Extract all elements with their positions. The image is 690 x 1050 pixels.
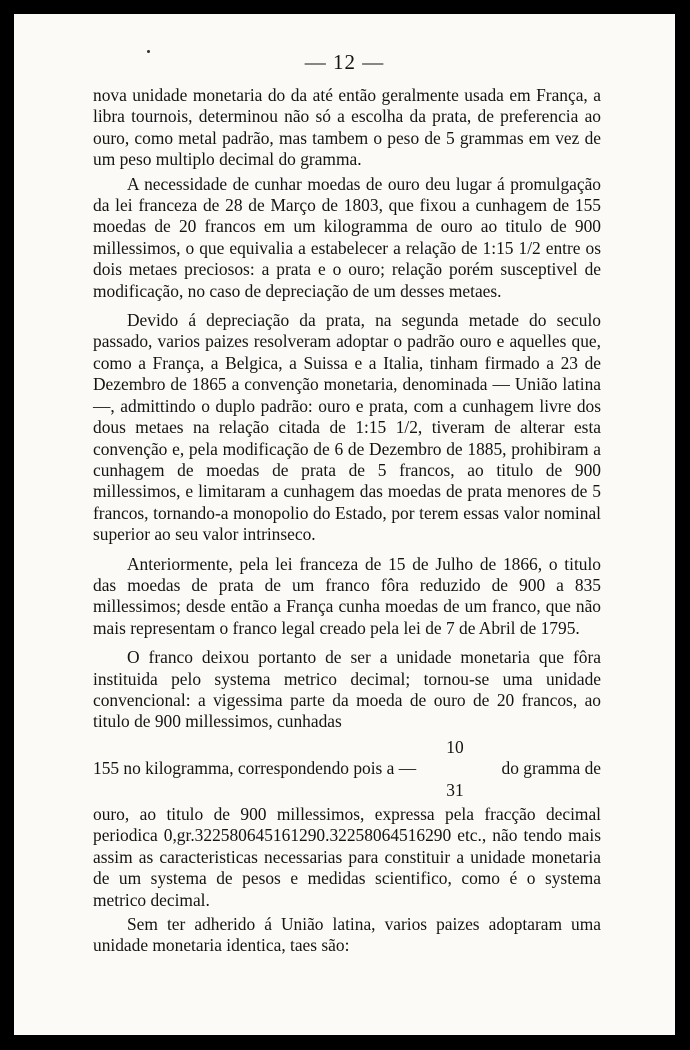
page-body <box>93 85 601 965</box>
page-number: — 12 — <box>304 50 385 74</box>
fraction-numerator: 10 <box>446 736 464 757</box>
continuation-paragraph: ouro, ao titulo de 900 millessimos, expressa pela fracção decimal periodica 0,gr.322580645161290.32258064516290 etc., não tendo mais assim as caracteristicas necessarias para constituir a unidade monetaria de um systema de pesos e medidas scientifico, como é o systema metrico decimal. <box>93 804 601 910</box>
paragraph-2: A necessidade de cunhar moedas de ouro deu lugar á promulgação da lei franceza de 28 de Março de 1803, que fixou a cunhagem de 155 moedas de 20 francos em um kilogramma de ouro ao titulo de 900 millessimos, o que equivalia a estabelecer a relação de 1:15 1/2 entre os dois metaes preciosos: a prata e o ouro; relação porém susceptivel de modificação, no caso de depreciação de um desses metaes. <box>93 173 601 301</box>
paragraph-5: O franco deixou portanto de ser a unidade monetaria que fôra instituida pelo systema metrico decimal; tornou-se uma unidade convencional: a vigessima parte da moeda de ouro de 20 francos, ao titulo de 900 millessimos, cunhadas <box>93 647 601 732</box>
fraction-denominator: 31 <box>446 779 464 800</box>
fraction-line-left: 155 no kilogramma, correspondendo pois a — <box>93 758 417 779</box>
fraction-line <box>93 758 601 779</box>
document-page <box>14 14 675 1035</box>
paragraph-last: Sem ter adherido á União latina, varios paizes adoptaram uma unidade monetaria identica, taes são: <box>93 914 601 956</box>
fraction-line-right: do gramma de <box>501 758 601 779</box>
paragraph-4: Anteriormente, pela lei franceza de 15 de Julho de 1866, o titulo das moedas de prata de um franco fôra reduzido de 900 a 835 millessimos; desde então a França cunha moedas de um franco, que não mais representam o franco legal creado pela lei de 7 de Abril de 1795. <box>93 553 601 638</box>
paragraph-3: Devido á depreciação da prata, na segunda metade do seculo passado, varios paizes resolveram adoptar o padrão ouro e aquelles que, como a França, a Belgica, a Suissa e a Italia, tinham firmado a 23 de Dezembro de 1865 a convenção monetaria, denominada — União latina —, admittindo o duplo padrão: ouro e prata, com a cunhagem livre dos dous metaes na relação citada de 1:15 1/2, tiveram de alterar esta convenção e, pela modificação de 6 de Dezembro de 1885, prohibiram a cunhagem de moedas de prata de 5 francos, ao titulo de 900 millessimos, e limitaram a cunhagem das moedas de prata menores de 5 francos, tornando-a monopolio do Estado, por terem essas valor nominal superior ao seu valor intrinseco. <box>93 310 601 545</box>
paragraph-1: nova unidade monetaria do da até então geralmente usada em França, a libra tournois, determinou não só a escolha da prata, de preferencia ao ouro, como metal padrão, mas tambem o peso de 5 grammas em vez de um peso multiplo decimal do gramma. <box>93 85 601 170</box>
fraction-block <box>93 737 601 801</box>
